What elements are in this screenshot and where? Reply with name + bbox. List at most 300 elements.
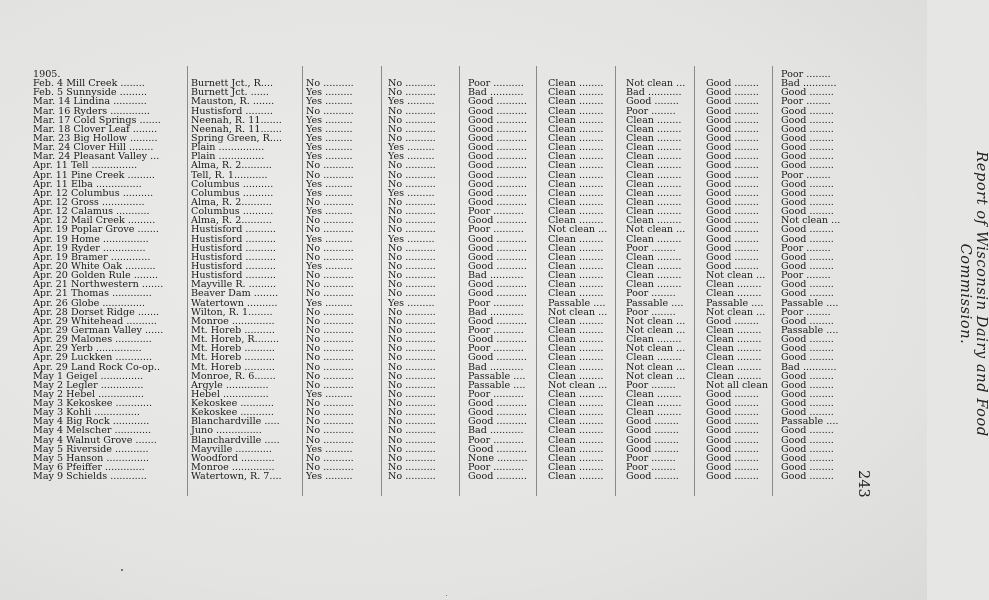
cell-rating-1: Good ..........	[468, 132, 527, 144]
cell-rating-4: Good ........	[706, 425, 759, 437]
cell-first-yes-no: No ..........	[306, 398, 354, 410]
cell-date-and-factory: Apr. 12 Calamus ...........	[33, 206, 150, 218]
cell-date-and-factory: Apr. 12 Mail Creek .........	[33, 215, 156, 227]
cell-rating-2: Clean ........	[548, 151, 604, 163]
cell-rating-5: Good ........	[781, 407, 834, 419]
cell-rating-5: Good ........	[781, 160, 834, 172]
cell-rating-1: Good ..........	[468, 471, 527, 483]
cell-second-yes-no: No ..........	[388, 425, 436, 437]
cell-rating-2: Clean ........	[548, 407, 604, 419]
cell-rating-1: Passable ....	[468, 370, 526, 382]
cell-rating-5: Good ........	[781, 142, 834, 154]
cell-second-yes-no: No ..........	[388, 306, 436, 318]
cell-rating-4: Good ........	[706, 151, 759, 163]
cell-rating-1: Good ..........	[468, 169, 527, 181]
cell-post-office: Kekoskee ...........	[191, 407, 274, 419]
cell-rating-3: Clean ........	[626, 169, 682, 181]
cell-rating-2: Clean ........	[548, 471, 604, 483]
cell-rating-5: Poor ........	[781, 69, 831, 80]
cell-rating-4: Clean ........	[706, 334, 762, 346]
cell-rating-4: Good ........	[706, 169, 759, 181]
cell-rating-2: Clean ........	[548, 279, 604, 291]
cell-date-and-factory: Apr. 29 Malones ............	[33, 334, 152, 346]
cell-post-office: Mt. Horeb ..........	[191, 343, 275, 355]
cell-rating-1: Good ..........	[468, 151, 527, 163]
cell-rating-2: Clean ........	[548, 242, 604, 254]
cell-rating-3: Clean ........	[626, 142, 682, 154]
cell-second-yes-no: No ..........	[388, 160, 436, 172]
cell-rating-4: Good ........	[706, 233, 759, 245]
cell-date-and-factory: May 5 Hanson ..............	[33, 452, 150, 464]
cell-rating-3: Passable ....	[626, 297, 684, 309]
cell-rating-5: Good ........	[781, 471, 834, 483]
cell-post-office: Blanchardville .....	[191, 416, 280, 428]
cell-date-and-factory: Apr. 11 Tell ...............	[33, 160, 138, 172]
cell-rating-2: Clean ........	[548, 324, 604, 336]
cell-date-and-factory: Apr. 11 Pine Creek .........	[33, 169, 155, 181]
cell-rating-3: Bad ...........	[626, 87, 682, 99]
cell-rating-2: Clean ........	[548, 251, 604, 263]
cell-rating-4: Good ........	[706, 443, 759, 455]
cell-first-yes-no: No ..........	[306, 425, 354, 437]
cell-rating-4: Good ........	[706, 215, 759, 227]
cell-rating-1: Good ..........	[468, 233, 527, 245]
cell-post-office: Columbus ..........	[191, 187, 274, 199]
cell-rating-5: Passable ....	[781, 416, 839, 428]
cell-rating-2: Clean ........	[548, 87, 604, 99]
cell-rating-3: Clean ........	[626, 233, 682, 245]
cell-post-office: Hustisford ..........	[191, 224, 276, 236]
cell-rating-2: Clean ........	[548, 169, 604, 181]
cell-date-and-factory: May 1 Geigel ..............	[33, 370, 144, 382]
cell-post-office: Monroe ..............	[191, 462, 275, 474]
cell-first-yes-no: No ..........	[306, 334, 354, 346]
cell-post-office: Hebel ...............	[191, 388, 269, 400]
cell-post-office: Monroe, R. 6.......	[191, 370, 276, 382]
cell-post-office: Mt. Horeb ..........	[191, 324, 275, 336]
cell-rating-3: Clean ........	[626, 388, 682, 400]
cell-post-office: Wilton, R. 1........	[191, 306, 273, 318]
cell-date-and-factory: May 9 Schields ............	[33, 471, 147, 483]
cell-post-office: Kekoskee ...........	[191, 398, 274, 410]
cell-first-yes-no: Yes .........	[306, 233, 353, 245]
cell-second-yes-no: Yes .........	[388, 96, 435, 108]
cell-rating-5: Good ........	[781, 288, 834, 300]
cell-rating-1: Good ..........	[468, 215, 527, 227]
cell-rating-5: Good ........	[781, 334, 834, 346]
cell-rating-5: Good ........	[781, 343, 834, 355]
cell-rating-2: Clean ........	[548, 96, 604, 108]
cell-rating-3: Not clean ...	[626, 78, 686, 90]
cell-rating-5: Not clean ...	[781, 215, 841, 227]
cell-rating-1: Poor ..........	[468, 224, 524, 236]
cell-rating-3: Not clean ...	[626, 224, 686, 236]
cell-date-and-factory: Apr. 28 Dorset Ridge .......	[33, 306, 160, 318]
cell-post-office: Neenah, R. 11.......	[191, 123, 282, 135]
cell-rating-4: Good ........	[706, 471, 759, 483]
cell-rating-2: Clean ........	[548, 434, 604, 446]
cell-post-office: Mayville ............	[191, 443, 272, 455]
cell-rating-5: Good ........	[781, 233, 834, 245]
cell-date-and-factory: Mar. 23 Big Hollow .........	[33, 132, 158, 144]
cell-rating-4: Passable ....	[706, 297, 764, 309]
cell-second-yes-no: No ..........	[388, 270, 436, 282]
cell-first-yes-no: No ..........	[306, 160, 354, 172]
cell-rating-5: Good ........	[781, 462, 834, 474]
cell-rating-3: Good ........	[626, 416, 679, 428]
cell-rating-3: Poor ........	[626, 105, 676, 117]
cell-date-and-factory: Apr. 19 Home ...............	[33, 233, 149, 245]
cell-rating-5: Good ........	[781, 398, 834, 410]
cell-rating-1: Good ..........	[468, 279, 527, 291]
cell-rating-1: Good ..........	[468, 242, 527, 254]
cell-rating-4: Clean ........	[706, 279, 762, 291]
cell-rating-5: Good ........	[781, 434, 834, 446]
cell-rating-5: Good ........	[781, 132, 834, 144]
cell-second-yes-no: No ..........	[388, 398, 436, 410]
cell-rating-2: Clean ........	[548, 416, 604, 428]
cell-second-yes-no: No ..........	[388, 452, 436, 464]
cell-rating-3: Clean ........	[626, 206, 682, 218]
cell-date-and-factory: May 4 Walnut Grove .......	[33, 434, 157, 446]
cell-second-yes-no: Yes .........	[388, 151, 435, 163]
cell-post-office: Plain ...............	[191, 142, 265, 154]
cell-first-yes-no: Yes .........	[306, 297, 353, 309]
cell-date-and-factory: May 4 Melscher ............	[33, 425, 152, 437]
cell-second-yes-no: No ..........	[388, 434, 436, 446]
cell-rating-2: Clean ........	[548, 443, 604, 455]
cell-first-yes-no: Yes .........	[306, 260, 353, 272]
cell-second-yes-no: No ..........	[388, 178, 436, 190]
cell-first-yes-no: No ..........	[306, 270, 354, 282]
cell-rating-4: Not clean ...	[706, 306, 766, 318]
cell-rating-4: Not all clean	[706, 379, 768, 391]
cell-rating-4: Good ........	[706, 388, 759, 400]
cell-rating-5: Good ........	[781, 315, 834, 327]
cell-rating-5: Good ........	[781, 187, 834, 199]
cell-rating-2: Clean ........	[548, 370, 604, 382]
cell-rating-1: Good ..........	[468, 260, 527, 272]
cell-post-office: Hustisford ..........	[191, 251, 276, 263]
cell-rating-1: Good ..........	[468, 178, 527, 190]
cell-rating-4: Good ........	[706, 434, 759, 446]
cell-date-and-factory: May 2 Hebel ...............	[33, 388, 144, 400]
inspection-table	[33, 70, 851, 481]
cell-rating-2: Clean ........	[548, 142, 604, 154]
cell-date-and-factory: 1905.	[33, 69, 61, 80]
cell-post-office: Alma, R. 2..........	[191, 215, 272, 227]
cell-rating-4: Good ........	[706, 142, 759, 154]
cell-date-and-factory: Apr. 11 Elba ...............	[33, 178, 142, 190]
cell-rating-2: Clean ........	[548, 388, 604, 400]
cell-rating-3: Good ........	[626, 425, 679, 437]
cell-rating-5: Good ........	[781, 123, 834, 135]
cell-rating-1: Good ..........	[468, 114, 527, 126]
cell-first-yes-no: No ..........	[306, 196, 354, 208]
cell-rating-4: Good ........	[706, 105, 759, 117]
table-row	[33, 472, 851, 481]
cell-rating-5: Bad ...........	[781, 361, 837, 373]
page-number: 243	[855, 470, 871, 498]
cell-second-yes-no: Yes .........	[388, 233, 435, 245]
cell-second-yes-no: No ..........	[388, 279, 436, 291]
cell-rating-1: Bad ...........	[468, 361, 524, 373]
cell-rating-1: Poor ..........	[468, 343, 524, 355]
running-title: Report of Wisconsin Dairy and Food Commission.	[957, 151, 989, 437]
cell-post-office: Columbus ..........	[191, 178, 274, 190]
cell-date-and-factory: Mar. 14 Lindina ...........	[33, 96, 147, 108]
cell-rating-1: Good ..........	[468, 416, 527, 428]
cell-rating-5: Good ........	[781, 251, 834, 263]
cell-rating-1: Bad ...........	[468, 306, 524, 318]
cell-post-office: Juno ...............	[191, 425, 262, 437]
cell-rating-2: Clean ........	[548, 425, 604, 437]
cell-rating-1: Good ..........	[468, 334, 527, 346]
cell-rating-2: Clean ........	[548, 361, 604, 373]
cell-date-and-factory: May 3 Kekoskee ............	[33, 398, 153, 410]
cell-rating-5: Poor ........	[781, 306, 831, 318]
cell-date-and-factory: Apr. 26 Globe ..............	[33, 297, 146, 309]
cell-rating-3: Clean ........	[626, 160, 682, 172]
cell-first-yes-no: No ..........	[306, 251, 354, 263]
cell-rating-5: Passable ....	[781, 297, 839, 309]
cell-rating-2: Passable ....	[548, 297, 606, 309]
cell-post-office: Beaver Dam ........	[191, 288, 279, 300]
cell-first-yes-no: No ..........	[306, 462, 354, 474]
cell-rating-4: Good ........	[706, 96, 759, 108]
cell-rating-5: Good ........	[781, 114, 834, 126]
cell-rating-3: Clean ........	[626, 151, 682, 163]
cell-rating-3: Clean ........	[626, 114, 682, 126]
cell-first-yes-no: No ..........	[306, 361, 354, 373]
cell-rating-3: Clean ........	[626, 215, 682, 227]
cell-rating-2: Clean ........	[548, 233, 604, 245]
cell-rating-1: Poor ..........	[468, 297, 524, 309]
cell-first-yes-no: Yes .........	[306, 206, 353, 218]
cell-post-office: Mayville R. .........	[191, 279, 277, 291]
cell-rating-3: Good ........	[626, 434, 679, 446]
cell-post-office: Plain ...............	[191, 151, 265, 163]
cell-rating-3: Clean ........	[626, 352, 682, 364]
cell-rating-4: Clean ........	[706, 343, 762, 355]
cell-rating-1: Good ..........	[468, 105, 527, 117]
cell-first-yes-no: Yes .........	[306, 443, 353, 455]
cell-rating-5: Good ........	[781, 196, 834, 208]
cell-first-yes-no: No ..........	[306, 224, 354, 236]
cell-second-yes-no: No ..........	[388, 443, 436, 455]
cell-rating-4: Clean ........	[706, 288, 762, 300]
cell-rating-5: Good ........	[781, 260, 834, 272]
cell-rating-2: Not clean ...	[548, 379, 608, 391]
cell-rating-4: Clean ........	[706, 352, 762, 364]
cell-post-office: Alma, R. 2..........	[191, 196, 272, 208]
cell-first-yes-no: Yes .........	[306, 151, 353, 163]
cell-date-and-factory: Apr. 21 Northwestern .......	[33, 279, 164, 291]
cell-first-yes-no: Yes .........	[306, 114, 353, 126]
cell-rating-1: Good ..........	[468, 251, 527, 263]
cell-second-yes-no: No ..........	[388, 416, 436, 428]
cell-rating-3: Good ........	[626, 471, 679, 483]
cell-rating-1: Poor ..........	[468, 434, 524, 446]
cell-first-yes-no: Yes .........	[306, 178, 353, 190]
cell-post-office: Woodford ...........	[191, 452, 275, 464]
cell-rating-5: Good ........	[781, 370, 834, 382]
cell-rating-4: Good ........	[706, 160, 759, 172]
cell-rating-4: Good ........	[706, 114, 759, 126]
cell-second-yes-no: Yes .........	[388, 187, 435, 199]
cell-first-yes-no: Yes .........	[306, 123, 353, 135]
cell-second-yes-no: No ..........	[388, 132, 436, 144]
cell-rating-4: Good ........	[706, 196, 759, 208]
cell-date-and-factory: Apr. 29 Land Rock Co-op..	[33, 361, 161, 373]
cell-rating-4: Good ........	[706, 452, 759, 464]
cell-rating-3: Clean ........	[626, 251, 682, 263]
cell-rating-5: Good ........	[781, 105, 834, 117]
cell-first-yes-no: Yes .........	[306, 142, 353, 154]
cell-rating-4: Good ........	[706, 87, 759, 99]
cell-rating-5: Good ........	[781, 452, 834, 464]
cell-rating-5: Poor ........	[781, 169, 831, 181]
cell-post-office: Mt. Horeb ..........	[191, 361, 275, 373]
cell-first-yes-no: Yes .........	[306, 132, 353, 144]
cell-first-yes-no: Yes .........	[306, 388, 353, 400]
cell-second-yes-no: No ..........	[388, 407, 436, 419]
cell-post-office: Blanchardville .....	[191, 434, 280, 446]
cell-rating-4: Good ........	[706, 315, 759, 327]
cell-rating-3: Not clean ...	[626, 324, 686, 336]
cell-second-yes-no: Yes .........	[388, 297, 435, 309]
cell-rating-4: Good ........	[706, 224, 759, 236]
cell-date-and-factory: Mar. 16 Ryders .............	[33, 105, 150, 117]
cell-rating-3: Poor ........	[626, 288, 676, 300]
cell-rating-5: Good ........	[781, 87, 834, 99]
cell-rating-2: Clean ........	[548, 462, 604, 474]
cell-rating-2: Clean ........	[548, 215, 604, 227]
cell-rating-5: Poor ........	[781, 270, 831, 282]
cell-rating-2: Clean ........	[548, 343, 604, 355]
cell-rating-4: Good ........	[706, 187, 759, 199]
cell-rating-5: Poor ........	[781, 96, 831, 108]
cell-first-yes-no: Yes .........	[306, 87, 353, 99]
cell-second-yes-no: Yes .........	[388, 142, 435, 154]
paper-speck	[446, 595, 447, 596]
cell-rating-2: Clean ........	[548, 270, 604, 282]
cell-rating-3: Clean ........	[626, 398, 682, 410]
cell-rating-1: Poor ..........	[468, 462, 524, 474]
cell-date-and-factory: May 2 Legler ..............	[33, 379, 144, 391]
cell-rating-1: Good ..........	[468, 142, 527, 154]
cell-rating-3: Poor ........	[626, 462, 676, 474]
cell-rating-3: Poor ........	[626, 242, 676, 254]
cell-rating-1: Good ..........	[468, 407, 527, 419]
cell-second-yes-no: No ..........	[388, 224, 436, 236]
cell-second-yes-no: No ..........	[388, 105, 436, 117]
cell-date-and-factory: Apr. 19 Bramer .............	[33, 251, 151, 263]
cell-post-office: Mt. Horeb ..........	[191, 352, 275, 364]
cell-first-yes-no: No ..........	[306, 324, 354, 336]
cell-second-yes-no: No ..........	[388, 78, 436, 90]
cell-second-yes-no: No ..........	[388, 242, 436, 254]
cell-rating-4: Good ........	[706, 132, 759, 144]
cell-post-office: Alma, R. 2..........	[191, 160, 272, 172]
cell-rating-5: Bad ...........	[781, 78, 837, 90]
cell-date-and-factory: May 6 Pfeiffer .............	[33, 462, 145, 474]
cell-date-and-factory: May 5 Riverside ...........	[33, 443, 149, 455]
cell-second-yes-no: No ..........	[388, 334, 436, 346]
cell-rating-1: None ..........	[468, 452, 528, 464]
cell-date-and-factory: Feb. 5 Sunnyside .........	[33, 87, 148, 99]
cell-rating-2: Clean ........	[548, 206, 604, 218]
cell-second-yes-no: No ..........	[388, 206, 436, 218]
cell-first-yes-no: No ..........	[306, 306, 354, 318]
cell-rating-2: Clean ........	[548, 452, 604, 464]
cell-post-office: Columbus ..........	[191, 206, 274, 218]
cell-rating-5: Good ........	[781, 151, 834, 163]
cell-rating-1: Poor ..........	[468, 324, 524, 336]
cell-second-yes-no: No ..........	[388, 361, 436, 373]
cell-first-yes-no: No ..........	[306, 416, 354, 428]
cell-rating-5: Good ........	[781, 379, 834, 391]
cell-date-and-factory: Mar. 24 Clover Hill ........	[33, 142, 154, 154]
cell-rating-3: Not clean ...	[626, 315, 686, 327]
cell-post-office: Tell, R. 1...........	[191, 169, 268, 181]
cell-date-and-factory: Apr. 29 German Valley ......	[33, 324, 164, 336]
cell-first-yes-no: No ..........	[306, 434, 354, 446]
cell-post-office: Hustisford ..........	[191, 270, 276, 282]
cell-post-office: Mt. Horeb, R........	[191, 334, 280, 346]
cell-date-and-factory: Apr. 20 White Oak ..........	[33, 260, 156, 272]
cell-rating-3: Poor ........	[626, 306, 676, 318]
cell-first-yes-no: No ..........	[306, 288, 354, 300]
cell-rating-2: Clean ........	[548, 78, 604, 90]
cell-first-yes-no: No ..........	[306, 242, 354, 254]
cell-rating-2: Clean ........	[548, 352, 604, 364]
cell-second-yes-no: No ..........	[388, 87, 436, 99]
cell-rating-2: Clean ........	[548, 398, 604, 410]
cell-rating-4: Good ........	[706, 407, 759, 419]
cell-first-yes-no: Yes .........	[306, 187, 353, 199]
cell-rating-2: Clean ........	[548, 105, 604, 117]
cell-rating-1: Bad ...........	[468, 87, 524, 99]
cell-rating-2: Clean ........	[548, 160, 604, 172]
cell-rating-3: Good ........	[626, 443, 679, 455]
cell-rating-3: Clean ........	[626, 260, 682, 272]
cell-rating-5: Good ........	[781, 388, 834, 400]
cell-post-office: Watertown ..........	[191, 297, 278, 309]
cell-rating-4: Good ........	[706, 251, 759, 263]
cell-first-yes-no: Yes .........	[306, 471, 353, 483]
cell-rating-2: Clean ........	[548, 187, 604, 199]
cell-first-yes-no: No ..........	[306, 105, 354, 117]
cell-first-yes-no: Yes .........	[306, 96, 353, 108]
cell-rating-3: Clean ........	[626, 123, 682, 135]
cell-date-and-factory: Mar. 18 Clover Leaf ........	[33, 123, 158, 135]
cell-first-yes-no: No ..........	[306, 279, 354, 291]
cell-rating-5: Passable ....	[781, 324, 839, 336]
cell-rating-3: Clean ........	[626, 187, 682, 199]
cell-first-yes-no: No ..........	[306, 315, 354, 327]
cell-rating-5: Good ........	[781, 352, 834, 364]
cell-post-office: Monroe ..............	[191, 315, 275, 327]
cell-rating-4: Good ........	[706, 206, 759, 218]
cell-date-and-factory: Apr. 19 Poplar Grove .......	[33, 224, 159, 236]
cell-post-office: Spring Green, R....	[191, 132, 283, 144]
cell-rating-4: Good ........	[706, 123, 759, 135]
cell-second-yes-no: No ..........	[388, 215, 436, 227]
cell-rating-2: Clean ........	[548, 132, 604, 144]
cell-rating-1: Good ..........	[468, 443, 527, 455]
cell-rating-4: Good ........	[706, 78, 759, 90]
